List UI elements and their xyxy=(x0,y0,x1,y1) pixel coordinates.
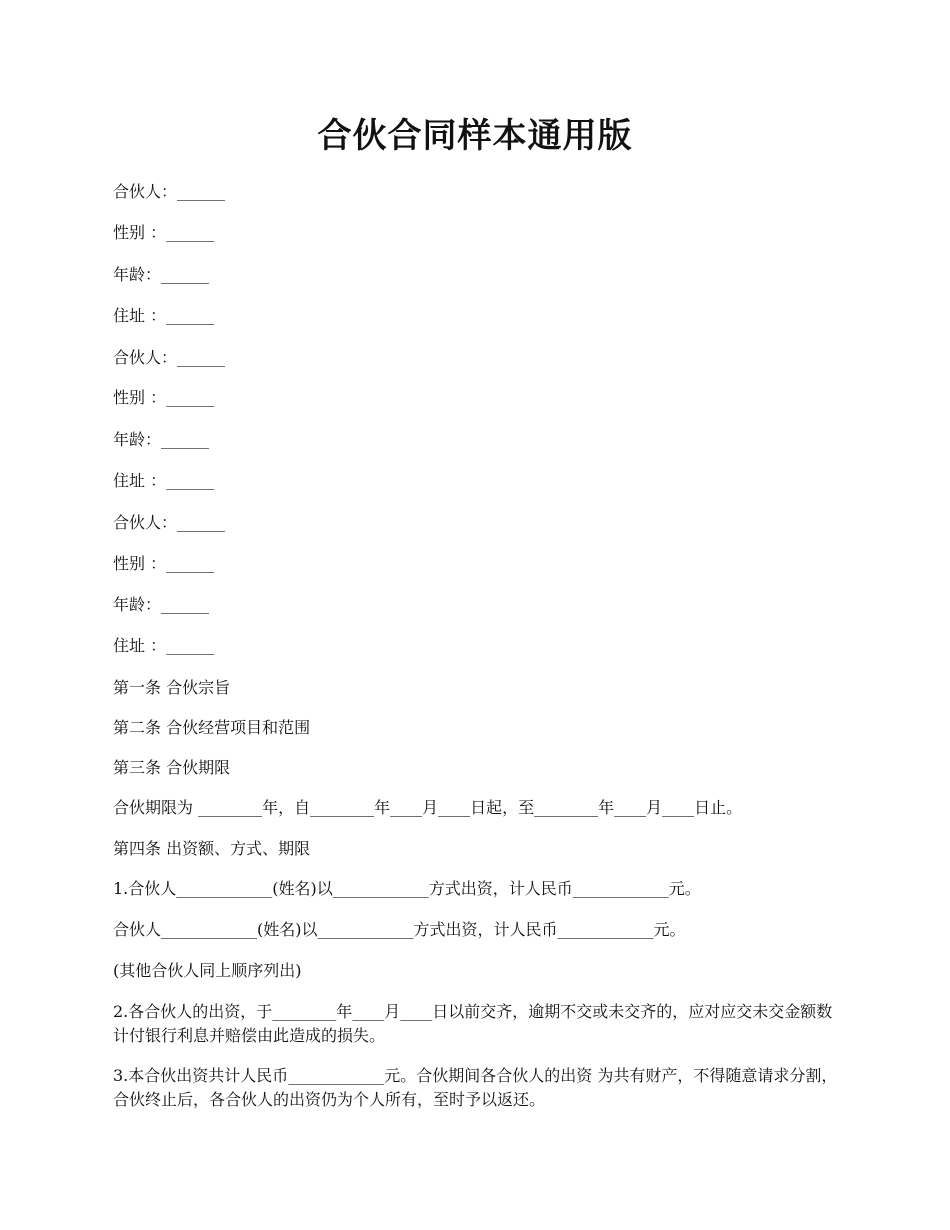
article-4-item-1: 1.合伙人____________(姓名)以____________方式出资，计人民币____________元。 xyxy=(113,879,701,898)
age-field: 年龄：______ xyxy=(113,265,210,284)
article-4-heading: 第四条 出资额、方式、期限 xyxy=(113,839,311,858)
article-3-term-text: 合伙期限为 ________年，自________年____月____日起，至________年____月____日止。 xyxy=(113,798,743,817)
article-4-item-3: 3.本合伙出资共计人民币____________元。合伙期间各合伙人的出资 为共有财产，不得随意请求分割，合伙终止后，各合伙人的出资仍为个人所有，至时予以返还。 xyxy=(113,1066,838,1109)
gender-field: 性别 ：______ xyxy=(113,554,215,573)
age-field: 年龄：______ xyxy=(113,430,210,449)
article-4-others-note: (其他合伙人同上顺序列出) xyxy=(113,961,302,980)
article-1-heading: 第一条 合伙宗旨 xyxy=(113,678,231,697)
address-field: 住址 ：______ xyxy=(113,471,215,490)
address-field: 住址 ：______ xyxy=(113,306,215,325)
partner-name-field: 合伙人：______ xyxy=(113,513,226,532)
article-2-heading: 第二条 合伙经营项目和范围 xyxy=(113,718,311,737)
age-field: 年龄：______ xyxy=(113,595,210,614)
article-4-item-1b: 合伙人____________(姓名)以____________方式出资，计人民币____________元。 xyxy=(113,920,686,939)
partner-name-field: 合伙人：______ xyxy=(113,182,226,201)
partner-name-field: 合伙人：______ xyxy=(113,348,226,367)
address-field: 住址 ：______ xyxy=(113,636,215,655)
gender-field: 性别 ：______ xyxy=(113,223,215,242)
document-title: 合伙合同样本通用版 xyxy=(317,116,633,156)
article-3-heading: 第三条 合伙期限 xyxy=(113,758,231,777)
gender-field: 性别 ：______ xyxy=(113,388,215,407)
article-4-item-2: 2.各合伙人的出资，于________年____月____日以前交齐，逾期不交或未交齐的，应对应交未交金额数计付银行利息并赔偿由此造成的损失。 xyxy=(113,1002,833,1045)
